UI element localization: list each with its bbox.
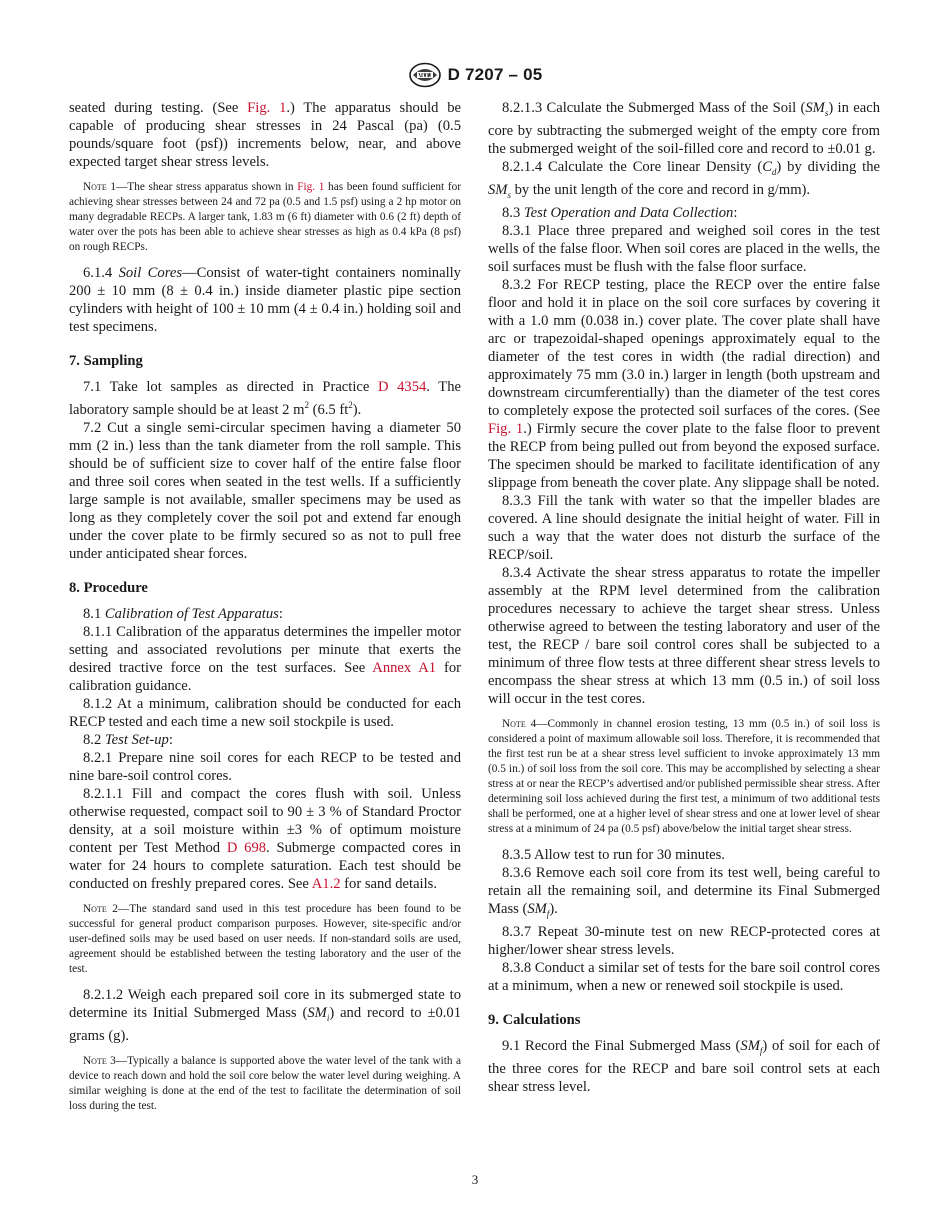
fig-1-link[interactable]: Fig. 1 [297,181,325,193]
page-header [0,62,950,88]
paragraph-8-2-1: 8.2.1 Prepare nine soil cores for each RECP to be tested and nine bare-soil control cores. [69,749,461,784]
fig-1-link[interactable]: Fig. 1 [247,100,287,116]
paragraph-9-1: 9.1 Record the Final Submerged Mass $(SM_f)$ of soil for each of the three cores for the RECP and bare soil control sets at each shear stress level. [488,1037,881,1095]
d698-link[interactable]: D 698 [226,839,267,856]
paragraph-8-1: 8.1 Calibration of Test Apparatus: [83,605,283,622]
annex-a1-link[interactable]: Annex A1 [372,659,437,676]
note-1: Note 1—The shear stress apparatus shown in Fig. 1 has been found sufficient for achieving shear stresses between 24 and 72 pa (0.5 and 1.5 psf) using a 2 hp motor on many degradable RECPs. A larger tank, 1.83 m (6 ft) diameter with 0.6 (2 ft) depth of water over the pots has been able to achieve shear stresses as high as 0.4 kPa (8 psf) on rough RECPs. [69,181,461,253]
paragraph-6-1-4: 6.1.4 Soil Cores—Consist of water-tight containers nominally 200 ± 10 mm (8 ± 0.4 in.) inside diameter plastic pipe section cylinders with height of 100 ± 10 mm (4 ± 0.4 in.) holding soil and test specimens. [69,265,461,335]
note-3: Note 3—Typically a balance is supported above the water level of the tank with a device to reach down and hold the soil core below the water level during weighing. A similar weighing is done at the end of the test to facilitate the determination of soil loss during the test. [69,1054,461,1112]
paragraph-8-2-1-2: 8.2.1.2 Weigh each prepared soil core in its submerged state to determine its Initial Submerged Mass $(SM_i)$ and record to ±0.01 grams (g). [69,986,462,1044]
paragraph-8-3-4: 8.3.4 Activate the shear stress apparatus to rotate the impeller assembly at the RPM level determined from the calibration procedures necessary to achieve the target shear stress. Unless otherwise agreed to between the testing laboratory and user of the test, the RECP / bare soil control cores shall be subjected to a minimum of three flow tests at three different shear stress levels to encompass the shear stress at which 13 mm (0.5 in.) of soil loss will occur in the test cores. [488,564,880,707]
paragraph-8-2: 8.2 Test Set-up: [83,731,173,748]
section-8-heading: 8. Procedure [69,579,148,596]
note-4: Note 4—Commonly in channel erosion testing, 13 mm (0.5 in.) of soil loss is considered a point of maximum allowable soil loss. Therefore, it is recommended that the first test run be at a shear stress level sufficient to invoke approximately 13 mm (0.5 in.) of soil loss from the soil core. This may be accomplished by selecting a shear stress at or near the RECP’s advertised and/or published permissible shear stress. After determining soil loss achieved during the first test, a minimum of two additional tests shall be performed, one at a higher level of shear stress and one at lower level of shear stress at a minimum of 24 pa (0.5 psf) above/below the initial target shear stress. [488,717,880,835]
paragraph-8-3-6: 8.3.6 Remove each soil core from its test well, being careful to retain all the remaining soil, and determine its Final Submerged Mass $(SM_f)$. [488,864,880,919]
paragraph-8-3-1: 8.3.1 Place three prepared and weighed soil cores in the test wells of the false floor. When soil cores are placed in the wells, the soil surfaces must be flush with the false floor surface. [488,222,880,275]
paragraph-8-3: 8.3 Test Operation and Data Collection: [502,204,738,221]
paragraph-7-1: 7.1 Take lot samples as directed in Practice D 4354. The laboratory sample should be at least 2 $m^2$ (6.5 $ft^2$). [69,379,461,418]
paragraph-6-1-3-continued: seated during testing. (See Fig. 1.) The apparatus should be capable of producing shear stresses in 24 Pascal (pa) (0.5 pounds/square foot (psf)) increments below, near, and above expected target shear stress levels. [69,100,462,170]
section-7-heading: 7. Sampling [69,353,143,369]
paragraph-8-3-7: 8.3.7 Repeat 30-minute test on new RECP-protected cores at higher/lower shear stress levels. [488,923,880,958]
section-9-heading: 9. Calculations [488,1011,581,1028]
note-2: Note 2—The standard sand used in this test procedure has been found to be successful for general product comparison purposes. However, site-specific and/or user-defined soils may be used based on user needs. If non-standard soils are used, agreement should be established between the testing laboratory and the user of the test. [69,902,461,975]
paragraph-8-1-1: 8.1.1 Calibration of the apparatus determines the impeller motor setting and associated revolutions per minute that exerts the desired tractive force on the test surfaces. See Annex A1 for calibration guidance. [69,623,462,694]
left-column [69,99,461,1123]
d4354-link[interactable]: D 4354 [377,379,427,395]
fig-1-link[interactable]: Fig. 1 [488,420,524,437]
paragraph-7-2: 7.2 Cut a single semi-circular specimen having a diameter 50 mm (2 in.) less than the tank diameter from the roll sample. This should be of sufficient size to cover half of the entire false floor and three soil cores when seated in the test wells. If a sufficiently large sample is not available, smaller specimens may be used as long as they completely cover the soil pot and extend far enough under the cover plate to be firmly secured so as not to pull free under anticipated shear forces. [69,419,461,562]
paragraph-8-3-2: 8.3.2 For RECP testing, place the RECP over the entire false floor and hold it in place on the soil core surfaces by covering it with a 1.0 mm (0.038 in.) cover plate. The cover plate shall have arc or trapezoidal-shaped openings approximately equal to the diameter of the test cores in width (the radial direction) and approximately 75 mm (3.0 in.) larger in length (both upstream and downstream circumferentially) than the diameter of the test cores to completely expose the protected soil surfaces of the cores. (See Fig. 1.) Firmly secure the cover plate to the false floor to prevent the RECP from being pulled out from beyond the exposed surface. The specimen should be marked to facilitate identification of any slippage from beneath the cover plate. Any slippage shall be noted. [488,276,880,491]
astm-logo-icon [408,62,442,88]
paragraph-8-3-3: 8.3.3 Fill the tank with water so that the impeller blades are covered. A line should designate the initial height of water. Fill in such a way that the water does not disturb the surface of the RECP/soil. [488,492,880,563]
paragraph-8-2-1-4: 8.2.1.4 Calculate the Core linear Density $(C_d)$ by dividing the $SM_s$ by the unit length of the core and record in g/mm). [488,158,880,200]
standard-designation: D 7207 – 05 [447,65,543,84]
paragraph-8-2-1-3: 8.2.1.3 Calculate the Submerged Mass of the Soil $(SM_s)$ in each core by subtracting the submerged weight of the empty core from the submerged weight of the soil-filled core and record to ±0.01 g. [488,100,880,157]
paragraph-8-2-1-1: 8.2.1.1 Fill and compact the cores flush with soil. Unless otherwise requested, compact soil to 90 ± 3 % of Standard Proctor density, at a soil moisture within ±3 % of optimum moisture content per Test Method D 698. Submerge compacted cores in water for 24 hours to complete saturation. Each test should be conducted on freshly prepared cores. See A1.2 for sand details. [69,785,461,892]
right-column [488,99,880,1096]
paragraph-8-3-8: 8.3.8 Conduct a similar set of tests for the bare soil control cores at a minimum, when a new or renewed soil stockpile is used. [488,959,880,994]
paragraph-8-1-2: 8.1.2 At a minimum, calibration should be conducted for each RECP tested and each time a new soil stockpile is used. [69,695,461,730]
page-number: 3 [471,1172,479,1187]
a1-2-link[interactable]: A1.2 [311,875,341,892]
paragraph-8-3-5: 8.3.5 Allow test to run for 30 minutes. [502,846,725,863]
